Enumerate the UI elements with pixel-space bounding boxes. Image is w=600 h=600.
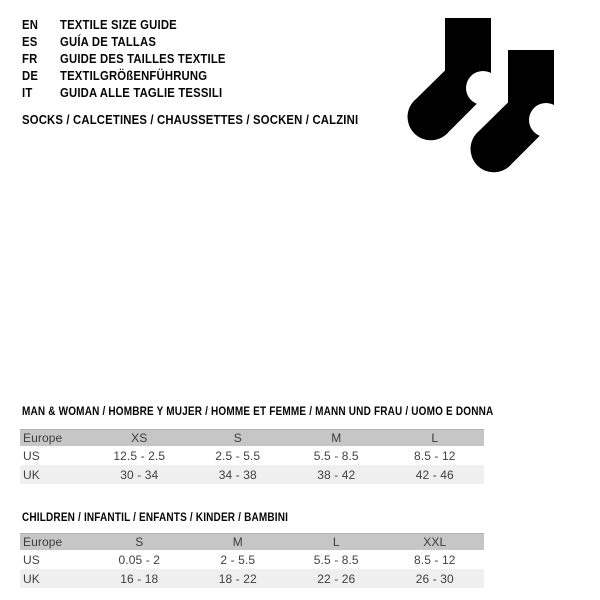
- column-header: L: [431, 431, 439, 445]
- language-code: DE: [22, 68, 39, 83]
- column-header: S: [233, 431, 242, 445]
- size-value: 38 - 42: [317, 467, 356, 482]
- language-title: TEXTILGRÖßENFÜHRUNG: [60, 68, 208, 83]
- table-header-row: [20, 429, 484, 446]
- language-title: GUIDA ALLE TAGLIE TESSILI: [60, 85, 223, 100]
- size-value: 26 - 30: [415, 571, 454, 586]
- language-code: EN: [22, 17, 39, 32]
- column-header: XS: [131, 431, 148, 445]
- language-row: [22, 84, 250, 101]
- language-code: IT: [22, 85, 33, 100]
- table-title-adults: MAN & WOMAN / HOMBRE Y MUJER / HOMME ET FEMME / MANN UND FRAU / UOMO E DONNA: [22, 406, 494, 418]
- language-title: TEXTILE SIZE GUIDE: [60, 17, 177, 32]
- table-row: [20, 465, 484, 484]
- socks-icon: [400, 5, 575, 185]
- size-value: 22 - 26: [317, 571, 356, 586]
- category-line: SOCKS / CALCETINES / CHAUSSETTES / SOCKEN / CALZINI: [22, 112, 359, 127]
- size-value: 30 - 34: [120, 467, 159, 482]
- size-value: 8.5 - 12: [414, 552, 456, 567]
- size-value: 5.5 - 8.5: [313, 552, 359, 567]
- column-header: XXL: [423, 535, 447, 549]
- language-title: GUÍA DE TALLAS: [60, 34, 157, 49]
- column-header: M: [232, 535, 243, 549]
- table-header-row: [20, 533, 484, 550]
- size-value: 18 - 22: [218, 571, 257, 586]
- column-header: S: [135, 535, 144, 549]
- language-code: ES: [22, 34, 38, 49]
- table-row: [20, 569, 484, 588]
- language-row: [22, 67, 250, 84]
- row-label: UK: [23, 571, 40, 586]
- size-value: 16 - 18: [120, 571, 159, 586]
- size-value: 8.5 - 12: [414, 448, 456, 463]
- table-row: [20, 446, 484, 465]
- size-value: 5.5 - 8.5: [313, 448, 359, 463]
- column-header: Europe: [23, 431, 63, 445]
- size-value: 34 - 38: [218, 467, 257, 482]
- column-header: Europe: [23, 535, 63, 549]
- size-value: 12.5 - 2.5: [113, 448, 166, 463]
- column-header: M: [331, 431, 342, 445]
- row-label: UK: [23, 467, 40, 482]
- table-title-children: CHILDREN / INFANTIL / ENFANTS / KINDER / BAMBINI: [22, 512, 289, 524]
- column-header: L: [332, 535, 340, 549]
- size-table-adults: [20, 429, 484, 484]
- size-value: 2 - 5.5: [220, 552, 256, 567]
- size-value: 42 - 46: [415, 467, 454, 482]
- language-row: [22, 33, 250, 50]
- size-value: 2.5 - 5.5: [215, 448, 261, 463]
- row-label: US: [23, 448, 40, 463]
- language-title: GUIDE DES TAILLES TEXTILE: [60, 51, 226, 66]
- language-code: FR: [22, 51, 38, 66]
- language-row: [22, 16, 250, 33]
- size-value: 0.05 - 2: [118, 552, 160, 567]
- language-list: [22, 16, 250, 101]
- size-table-children: [20, 533, 484, 588]
- row-label: US: [23, 552, 40, 567]
- language-row: [22, 50, 250, 67]
- table-row: [20, 550, 484, 569]
